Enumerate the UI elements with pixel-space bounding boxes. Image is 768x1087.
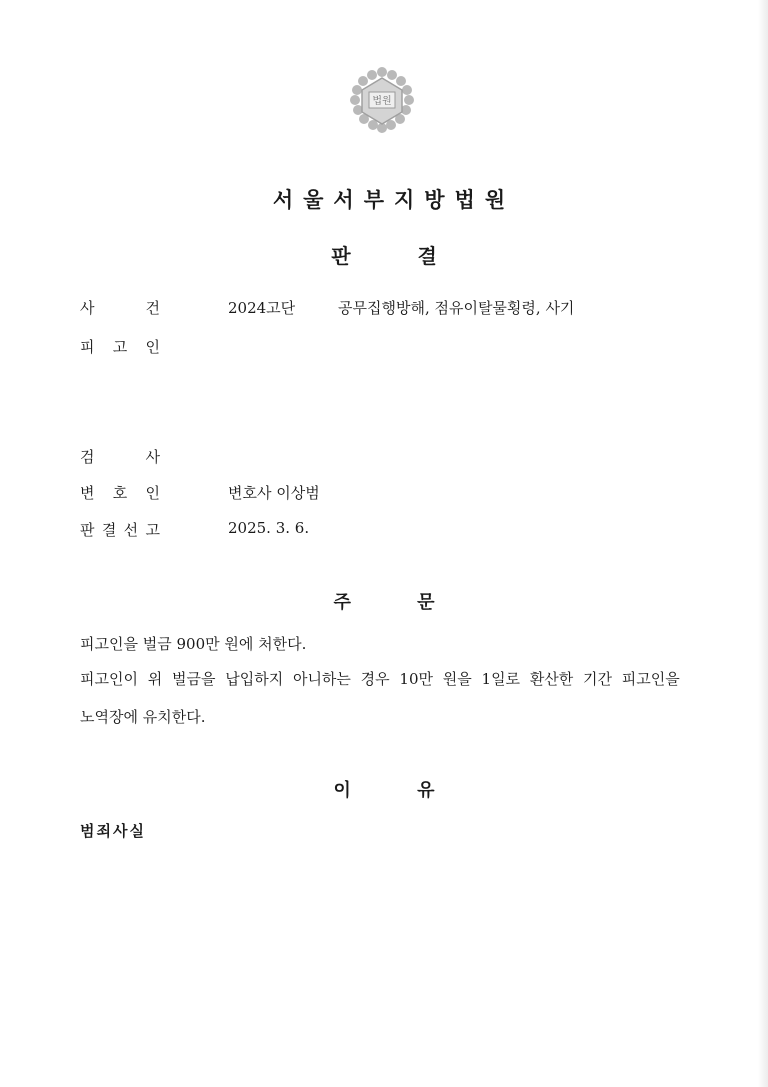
case-number: 2024고단 [228, 299, 296, 317]
order-heading: 주 문 [333, 592, 435, 613]
case-label: 사 건 [80, 299, 160, 317]
seal-text: 법원 [372, 96, 392, 107]
order-line-1: 피고인을 벌금 900만 원에 처한다. [80, 635, 307, 653]
sentencing-date: 2025. 3. 6. [228, 519, 310, 537]
counsel-value: 변호사 이상범 [228, 484, 320, 502]
defendant-label: 피 고 인 [80, 338, 160, 356]
order-line-2: 피고인이 위 벌금을 납입하지 아니하는 경우 10만 원을 1일로 환산한 기간 피고인을 [80, 670, 680, 688]
document-title: 판 결 [331, 244, 437, 268]
court-name: 서울서부지방법원 [272, 188, 516, 212]
scan-edge-shadow [758, 0, 768, 1087]
case-name: 공무집행방해, 점유이탈물횡령, 사기 [338, 299, 575, 317]
order-line-3: 노역장에 유치한다. [80, 708, 206, 726]
reason-heading: 이 유 [333, 780, 435, 801]
facts-label: 범죄사실 [80, 822, 146, 840]
sentencing-label: 판 결 선 고 [80, 521, 160, 539]
prosecutor-label: 검 사 [80, 448, 160, 466]
counsel-label: 변 호 인 [80, 484, 160, 502]
court-seal-icon [344, 62, 420, 138]
